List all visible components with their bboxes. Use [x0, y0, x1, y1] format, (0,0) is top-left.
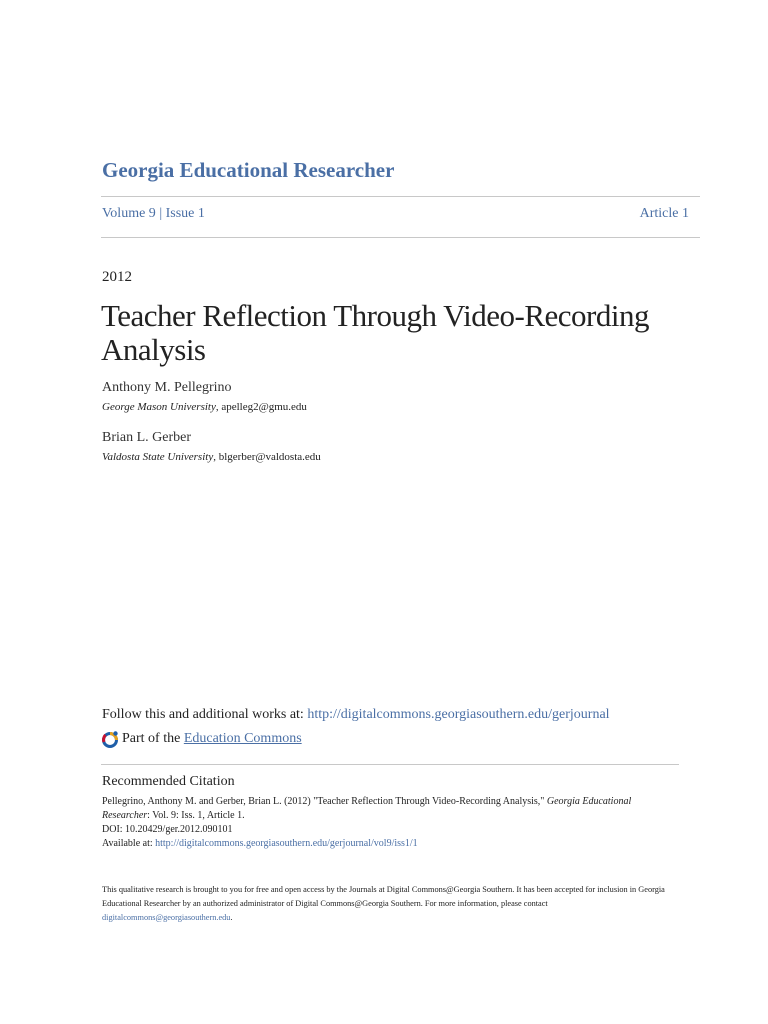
- network-commons-icon: [101, 730, 119, 748]
- author-affiliation-1: [102, 401, 307, 413]
- part-of-line: [101, 730, 302, 748]
- notice-text: This qualitative research is brought to you for free and open access by the Journals at Digital Commons@Georgia Southern. It has been accepted for inclusion in Georgia Educational Researcher by an authorized administrator of Digital Commons@Georgia Southern. For more information, please contact: [102, 885, 665, 908]
- author-institution-1: George Mason University: [102, 401, 216, 413]
- available-url-link[interactable]: http://digitalcommons.georgiasouthern.edu/gerjournal/vol9/iss1/1: [155, 838, 418, 849]
- author-email-2: , blgerber@valdosta.edu: [213, 451, 321, 463]
- citation-text: [102, 795, 672, 851]
- publication-year: 2012: [102, 269, 132, 285]
- follow-line: [102, 707, 610, 723]
- recommended-citation-heading: Recommended Citation: [102, 774, 235, 789]
- follow-label: Follow this and additional works at:: [102, 707, 308, 722]
- citation-journal: Georgia Educational Researcher: [102, 796, 632, 821]
- header-rule-bottom: [101, 237, 700, 238]
- citation-doi: DOI: 10.20429/ger.2012.090101: [102, 824, 233, 835]
- citation-rule: [101, 764, 679, 765]
- volume-link[interactable]: Volume 9: [102, 206, 156, 221]
- volume-issue-separator: |: [159, 206, 163, 221]
- part-of-label: Part of the: [122, 731, 181, 746]
- author-institution-2: Valdosta State University: [102, 451, 214, 463]
- article-link[interactable]: Article 1: [639, 206, 689, 221]
- education-commons-link[interactable]: Education Commons: [183, 731, 302, 746]
- volume-issue: [102, 206, 205, 222]
- author-name-2: Brian L. Gerber: [102, 430, 192, 445]
- author-name-1: Anthony M. Pellegrino: [102, 380, 232, 395]
- header-rule-top: [101, 196, 700, 197]
- citation-line-1: Pellegrino, Anthony M. and Gerber, Brian L. (2012) "Teacher Reflection Through Video-Recording Analysis,": [102, 796, 547, 807]
- citation-line-2: : Vol. 9: Iss. 1, Article 1.: [147, 810, 245, 821]
- contact-email-link[interactable]: digitalcommons@georgiasouthern.edu: [102, 913, 231, 922]
- open-access-notice: [102, 883, 672, 925]
- gerjournal-link[interactable]: http://digitalcommons.georgiasouthern.edu/gerjournal: [307, 707, 610, 722]
- author-email-1: , apelleg2@gmu.edu: [215, 401, 307, 413]
- issue-link[interactable]: Issue 1: [165, 206, 205, 221]
- journal-title[interactable]: Georgia Educational Researcher: [102, 158, 395, 182]
- available-label: Available at:: [102, 838, 156, 849]
- issue-line: [102, 206, 689, 222]
- article-title: Teacher Reflection Through Video-Recording Analysis: [101, 298, 649, 367]
- author-affiliation-2: [102, 451, 321, 463]
- notice-end: .: [230, 913, 233, 922]
